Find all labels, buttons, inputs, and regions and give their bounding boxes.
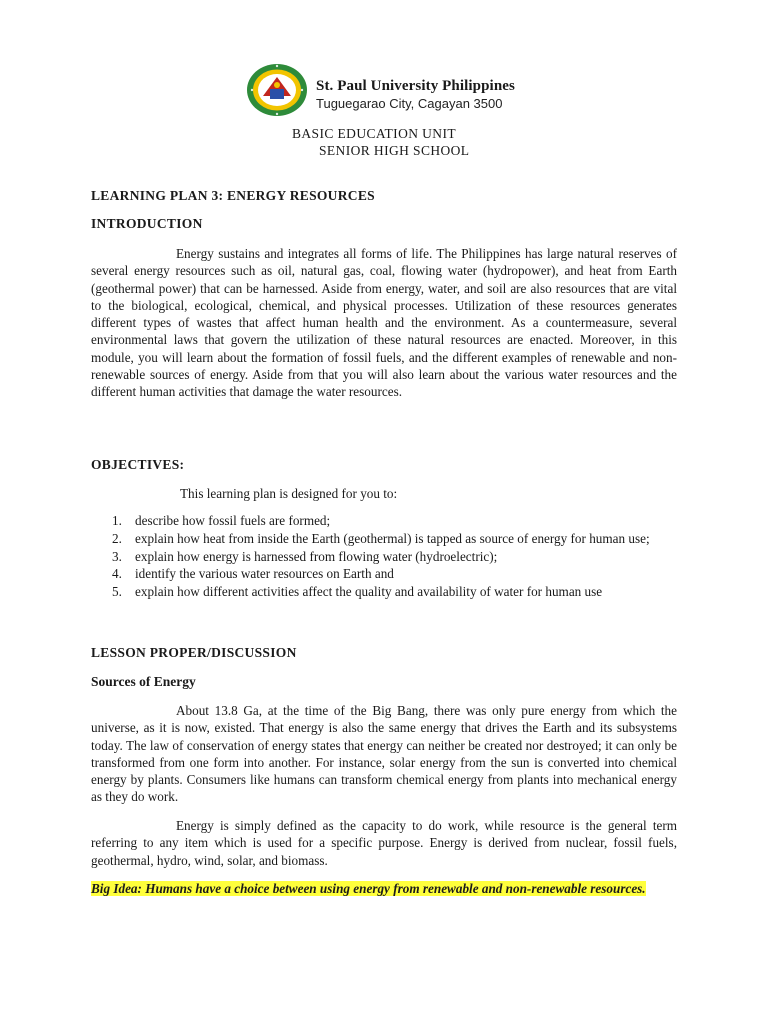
education-unit: BASIC EDUCATION UNIT bbox=[292, 126, 456, 141]
objectives-heading: OBJECTIVES: bbox=[91, 457, 185, 472]
introduction-paragraph: Energy sustains and integrates all forms of life. The Philippines has large natural reserves of several energy resources such as oil, natural gas, coal, flowing water (hydropower), and heat from Earth (geothermal power) that can be harnessed. Aside from energy, water, and soil are also resources that are vital to the biological, ecological, chemical, and physical processes. Utilization of these resources generates different types of wastes that affect human health and the environment. As a countermeasure, several environmental laws that govern the utilization of these natural resources are enacted. Moreover, in this module, you will learn about the formation of fossil fuels, and the different examples of renewable and non-renewable sources of energy. Aside from that you will also learn about the various water resources and the different human activities that damage the water resources. bbox=[91, 246, 677, 400]
big-idea-highlight: Big Idea: Humans have a choice between using energy from renewable and non-renewable resources. bbox=[91, 881, 646, 896]
lesson-paragraph-2: Energy is simply defined as the capacity to do work, while resource is the general term referring to any item which is used for a specific purpose. Energy is derived from nuclear, fossil fuels, geothermal, hydro, wind, solar, and biomass. bbox=[91, 818, 677, 868]
objectives-lead: This learning plan is designed for you to: bbox=[180, 486, 398, 501]
big-idea-callout bbox=[91, 879, 677, 898]
objectives-list bbox=[91, 512, 677, 601]
school-name: SENIOR HIGH SCHOOL bbox=[319, 143, 470, 158]
list-item: 5. explain how different activities affect the quality and availability of water for human use bbox=[112, 584, 603, 600]
list-item: 1. describe how fossil fuels are formed; bbox=[112, 513, 331, 528]
learning-plan-title: LEARNING PLAN 3: ENERGY RESOURCES bbox=[91, 188, 375, 203]
sources-of-energy-subheading: Sources of Energy bbox=[91, 674, 196, 689]
university-address: Tuguegarao City, Cagayan 3500 bbox=[316, 96, 503, 111]
list-item: 2. explain how heat from inside the Earth (geothermal) is tapped as source of energy for human use; bbox=[112, 530, 650, 546]
lesson-paragraph-1: About 13.8 Ga, at the time of the Big Bang, there was only pure energy from which the universe, as it is now, existed. That energy is also the same energy that drives the Earth and its subsystems today. The law of conservation of energy states that energy can neither be created nor destroyed; it can only be transformed from one form into another. For instance, solar energy from the sun is converted into chemical energy by plants. Consumers like humans can transform chemical energy from plants into mechanical energy as they do work. bbox=[91, 703, 677, 805]
list-item: 3. explain how energy is harnessed from flowing water (hydroelectric); bbox=[112, 548, 498, 564]
university-seal-logo bbox=[246, 63, 308, 117]
list-item: 4. identify the various water resources on Earth and bbox=[112, 566, 394, 582]
introduction-heading: INTRODUCTION bbox=[91, 216, 203, 231]
university-name: St. Paul University Philippines bbox=[316, 78, 515, 94]
lesson-heading: LESSON PROPER/DISCUSSION bbox=[91, 645, 297, 660]
